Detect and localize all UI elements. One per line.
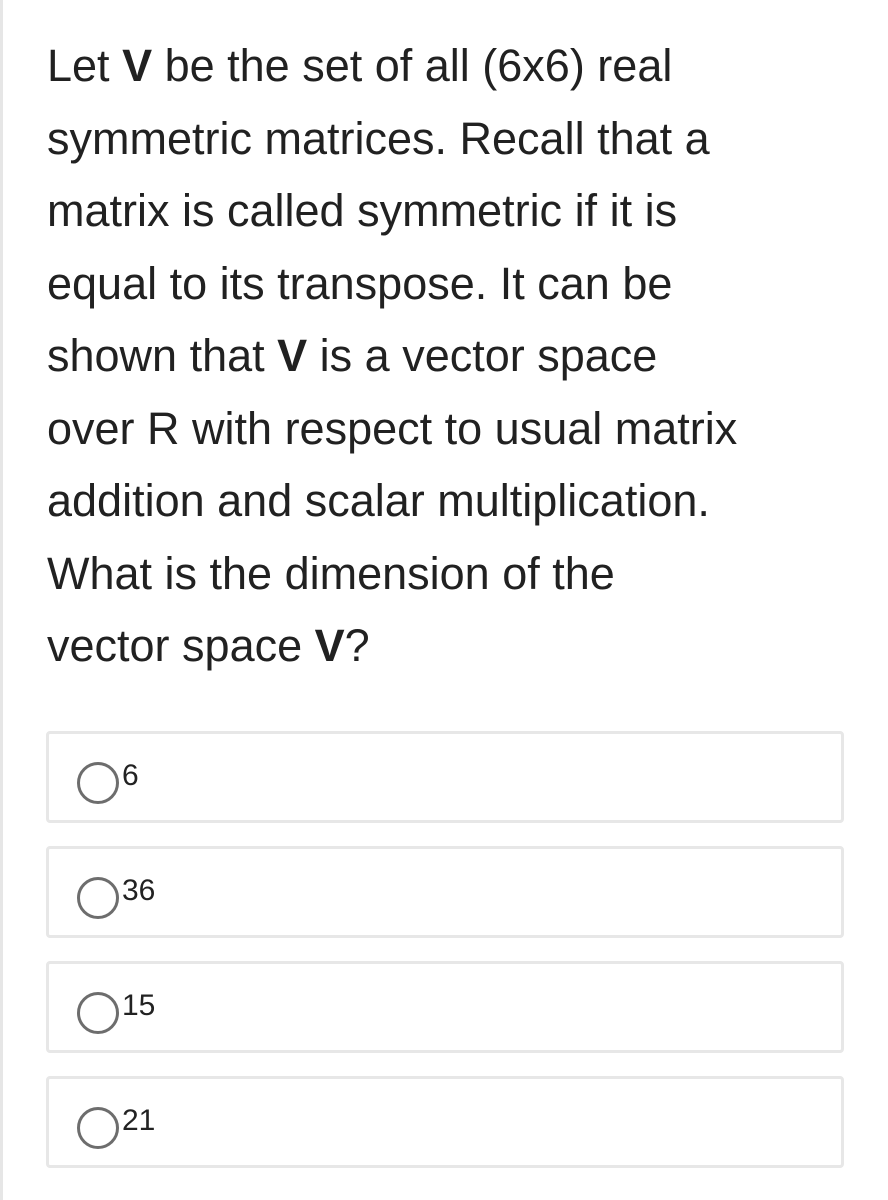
option-label: 36 [122, 874, 156, 907]
option-label: 6 [122, 759, 139, 792]
question-line: vector space V? [47, 620, 370, 671]
radio-button-icon[interactable] [77, 762, 119, 804]
option-15[interactable] [46, 961, 844, 1053]
question-line: Let V be the set of all (6x6) real [47, 40, 673, 91]
radio-button-icon[interactable] [77, 992, 119, 1034]
question-line: shown that V is a vector space [47, 330, 658, 381]
question-line: symmetric matrices. Recall that a [47, 112, 710, 164]
question-line: addition and scalar multiplication. [47, 475, 710, 526]
answer-options [46, 731, 844, 1191]
question-text [47, 30, 862, 683]
option-6[interactable] [46, 731, 844, 823]
question-line: What is the dimension of the [47, 547, 615, 599]
option-label: 15 [122, 989, 156, 1022]
option-36[interactable] [46, 846, 844, 938]
radio-button-icon[interactable] [77, 1107, 119, 1149]
question-line: over R with respect to usual matrix [47, 402, 738, 454]
question-line: equal to its transpose. It can be [47, 257, 673, 309]
radio-button-icon[interactable] [77, 877, 119, 919]
left-divider [0, 0, 3, 1200]
question-line: matrix is called symmetric if it is [47, 185, 678, 236]
option-label: 21 [122, 1104, 156, 1137]
option-21[interactable] [46, 1076, 844, 1168]
